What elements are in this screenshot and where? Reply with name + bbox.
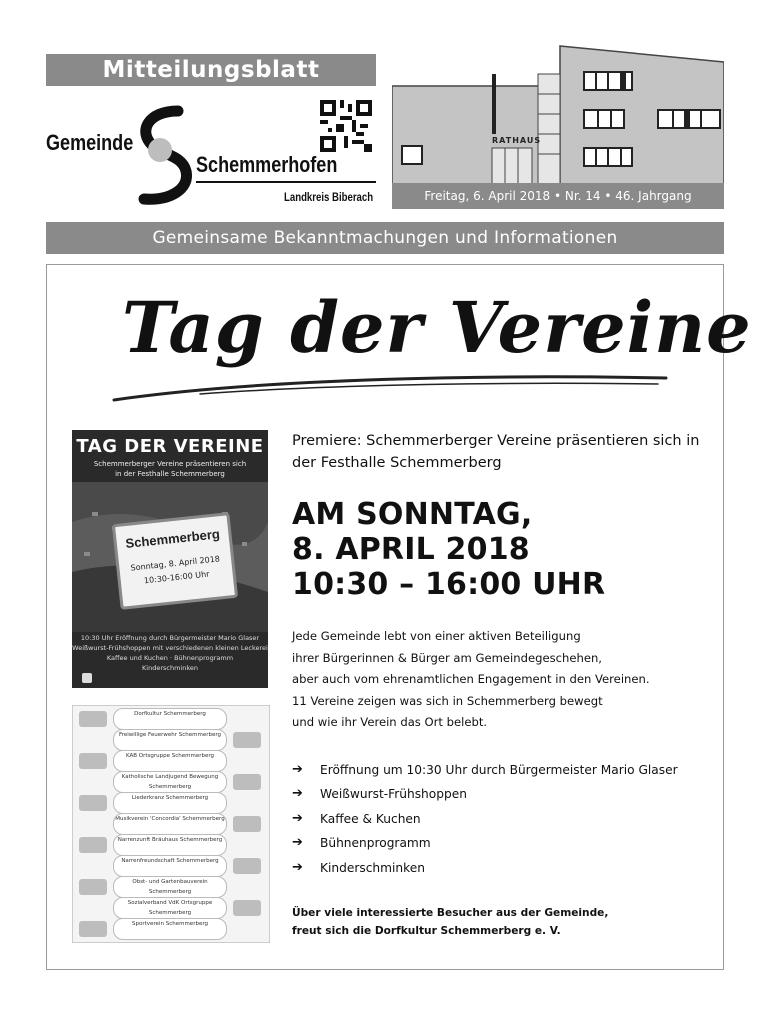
event-date-line-1: AM SONNTAG, xyxy=(292,497,533,532)
town-hall-illustration xyxy=(392,44,724,184)
sign-date: Sonntag, 8. April 2018 xyxy=(130,554,221,573)
article-headline: Tag der Vereine xyxy=(122,286,752,369)
poster-title: TAG DER VEREINE xyxy=(76,436,264,457)
flyer-club-item: Narrenfreundschaft Schemmerberg xyxy=(113,855,227,877)
article-intro: Premiere: Schemmerberger Vereine präsentieren sich in der Festhalle Schemmerberg xyxy=(292,433,700,471)
logo-word-schemmerhofen: Schemmerhofen xyxy=(196,152,338,177)
rathaus-sign: RATHAUS xyxy=(492,136,542,145)
event-date-line-2: 8. APRIL 2018 xyxy=(292,532,530,567)
club-logo-icon xyxy=(233,732,261,748)
sign-time: 10:30-16:00 Uhr xyxy=(143,569,210,586)
club-logo-icon xyxy=(79,921,107,937)
poster-footer-line-3: Kaffee und Kuchen · Bühnenprogramm xyxy=(106,654,234,662)
program-item-label: Eröffnung um 10:30 Uhr durch Bürgermeister Mario Glaser xyxy=(320,763,678,777)
club-logo-icon xyxy=(79,837,107,853)
program-item xyxy=(292,831,722,855)
body-line: 11 Vereine zeigen was sich in Schemmerberg bewegt xyxy=(292,693,603,708)
flyer-club-item: KAB Ortsgruppe Schemmerberg xyxy=(113,750,227,772)
town-sign xyxy=(112,512,238,610)
flyer-club-item: Narrenzunft Bräuhaus Schemmerberg xyxy=(113,834,227,856)
arrow-right-icon: ➔ xyxy=(292,859,303,875)
closing-line-1: Über viele interessierte Besucher aus der Gemeinde, xyxy=(292,907,609,919)
logo-word-gemeinde: Gemeinde xyxy=(46,130,134,155)
flyer-club-item: Sportverein Schemmerberg xyxy=(113,918,227,940)
poster-footer-line-4: Kinderschminken xyxy=(142,664,198,672)
body-line: Jede Gemeinde lebt von einer aktiven Beteiligung xyxy=(292,629,581,643)
flyer-club-item: Dorfkultur Schemmerberg xyxy=(113,708,227,730)
flyer-club-item: Freiwillige Feuerwehr Schemmerberg xyxy=(113,729,227,751)
program-item xyxy=(292,782,722,806)
newsletter-title: Mitteilungsblatt xyxy=(46,54,376,86)
club-logo-icon xyxy=(233,774,261,790)
club-logo-icon xyxy=(233,816,261,832)
closing-line-2: freut sich die Dorfkultur Schemmerberg e. V. xyxy=(292,925,561,937)
arrow-right-icon: ➔ xyxy=(292,835,303,851)
qr-code-icon xyxy=(320,100,372,152)
flyer-club-item: Obst- und Gartenbauverein Schemmerberg xyxy=(113,876,227,898)
program-item-label: Weißwurst-Frühshoppen xyxy=(320,787,467,802)
poster-subtitle-2: in der Festhalle Schemmerberg xyxy=(115,470,225,478)
event-date-line-3: 10:30 – 16:00 UHR xyxy=(292,567,606,602)
club-logo-icon xyxy=(79,711,107,727)
district-label: Landkreis Biberach xyxy=(284,190,374,204)
sign-town-name: Schemmerberg xyxy=(124,526,221,552)
club-logo-icon xyxy=(79,879,107,895)
program-item xyxy=(292,758,722,782)
flyer-club-item: Sozialverband VdK Ortsgruppe Schemmerberg xyxy=(113,897,227,919)
poster-subtitle-1: Schemmerberger Vereine präsentieren sich xyxy=(93,460,247,468)
flyer-club-item: Musikverein 'Concordia' Schemmerberg xyxy=(113,813,227,835)
program-list xyxy=(292,758,722,880)
arrow-right-icon: ➔ xyxy=(292,810,303,826)
program-item-label: Bühnenprogramm xyxy=(320,836,431,851)
event-date-block xyxy=(292,497,712,602)
club-logo-icon xyxy=(233,900,261,916)
club-logo-icon xyxy=(79,795,107,811)
event-poster-image xyxy=(72,430,268,688)
body-line: ihrer Bürgerinnen & Bürger am Gemeindegeschehen, xyxy=(292,650,602,665)
headline-underline-swoosh xyxy=(110,370,670,410)
club-list-flyer-image xyxy=(72,705,270,943)
club-logo-icon xyxy=(233,858,261,874)
poster-footer-line-2: Weißwurst-Frühshoppen mit verschiedenen kleinen Leckerei xyxy=(72,644,268,652)
club-logo-icon xyxy=(79,753,107,769)
program-item-label: Kinderschminken xyxy=(320,860,425,875)
program-item xyxy=(292,807,722,831)
municipality-logo-icon xyxy=(130,105,200,205)
flyer-club-item: Katholische Landjugend Bewegung Schemmerberg xyxy=(113,771,227,793)
body-line: aber auch vom ehrenamtlichen Engagement in den Vereinen. xyxy=(292,672,650,687)
logo-divider xyxy=(196,181,376,183)
body-line: und wie ihr Verein das Ort belebt. xyxy=(292,715,488,730)
facebook-icon xyxy=(82,673,92,683)
article-body xyxy=(292,626,712,734)
article-closing xyxy=(292,904,712,940)
issue-date-bar: Freitag, 6. April 2018 • Nr. 14 • 46. Jahrgang xyxy=(392,183,724,209)
flyer-club-item: Liederkranz Schemmerberg xyxy=(113,792,227,814)
arrow-right-icon: ➔ xyxy=(292,786,303,802)
arrow-right-icon: ➔ xyxy=(292,762,303,777)
section-heading: Gemeinsame Bekanntmachungen und Informationen xyxy=(46,222,724,254)
program-item-label: Kaffee & Kuchen xyxy=(320,811,421,826)
program-item xyxy=(292,856,722,880)
poster-footer-line-1: 10:30 Uhr Eröffnung durch Bürgermeister Mario Glaser xyxy=(80,634,260,642)
